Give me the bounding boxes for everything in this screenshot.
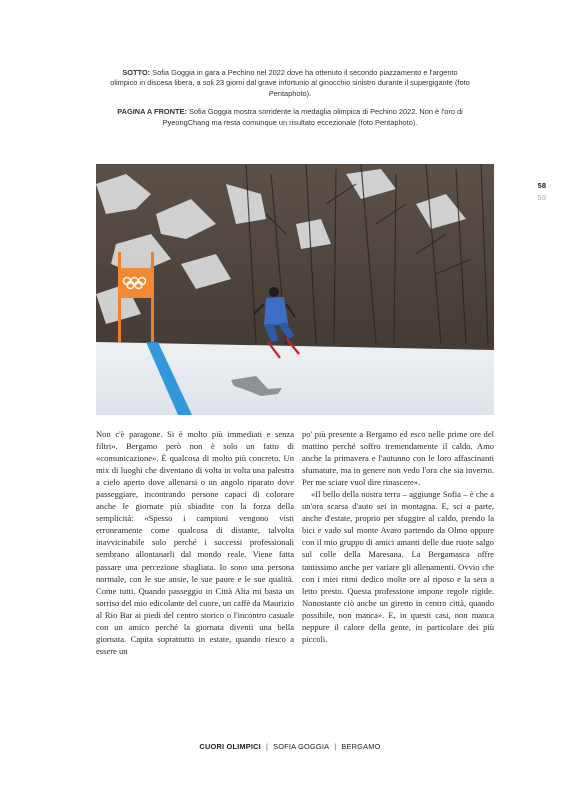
page-footer bbox=[0, 742, 580, 751]
article-paragraph: Non c'è paragone. Si è molto più immediati e senza filtri». Bergamo però non è solo un fatto di «comunicazione». È qualcosa di molto più concreto. Un mix di luoghi che diventano di volta in volta una palestra a cielo aperto dove allenarsi o un angolo riparato dove passeggiare, incontrando persone capaci di colorare anche le giornate più sbiadite con la forza della semplicità: «Spesso i campioni vengono visti erroneamente come qualcosa di distante, talvolta inavvicinabile solo perché i successi professionali sembrano allontanarli dal mondo reale. Viene fatta passare una percezione sbagliata. Io sono una persona normale, con le sue ansie, le sue paure e le sue qualità. Come tutti. Quando passeggio in Città Alta mi basta un sorriso del mio edicolante del cuore, un caffè da Maurizio al Rio Bar ai piedi del centro storico o l'incontro casuale con un amico perché la giornata diventi una bella giornata. Capita soprattutto in estate, quando riesco a essere un bbox=[96, 429, 294, 656]
ski-racer-photo bbox=[96, 164, 494, 415]
page-number-current: 58 bbox=[537, 181, 546, 190]
footer-section: CUORI OLIMPICI bbox=[199, 742, 261, 751]
footer-separator: | bbox=[265, 742, 269, 751]
caption-facing-page bbox=[110, 107, 470, 128]
caption-text: Sofia Goggia mostra sorridente la medaglia olimpica di Pechino 2022. Non è l'oro di PyeongChang ma resta comunque un risultato eccezionale (foto Pentaphoto). bbox=[162, 107, 463, 127]
page-number-facing: 59 bbox=[537, 193, 546, 202]
article-paragraph: po' più presente a Bergamo ed esco nelle prime ore del mattino perché soffro tremendamente il caldo. Amo anche la primavera e l'autunno con le loro affascinanti sfumature, ma in genere non vedo l'ora che sia inverno. Per me sciare vuol dire rinascere». bbox=[302, 429, 494, 488]
caption-label: PAGINA A FRONTE: bbox=[117, 107, 187, 117]
article-paragraph: «Il bello della nostra terra – aggiunge Sofia – è che a un'ora scarsa d'auto sei in montagna. E, sci a parte, anche d'estate, proprio per sfuggire al caldo, prendo la bici e vado sul monte Avaro partendo da Olmo oppure con il mio gruppo di amici amanti delle due ruote salgo sul colle della Maresana. La Bergamasca offre tantissimo anche per variare gli allenamenti. Ovvio che con i miei ritmi dedico molte ore al riposo e la sera a letto presto. Questa professione impone regole rigide. Nonostante ciò anche un giretto in centro città, quando possibile, non manca». E, in questi casi, non manca neppure il calore della gente, in particolare dei più piccoli. bbox=[302, 489, 494, 644]
article-column-right bbox=[302, 428, 494, 645]
footer-subject: SOFIA GOGGIA bbox=[273, 742, 330, 751]
caption-below bbox=[110, 68, 470, 99]
photo-captions bbox=[110, 68, 470, 136]
caption-text: Sofia Goggia in gara a Pechino nel 2022 dove ha ottenuto il secondo piazzamento e l'argento olimpico in discesa libera, a soli 23 giorni dal grave infortunio al ginocchio sinistro durante il supergigante (foto Pentaphoto). bbox=[110, 68, 470, 98]
footer-separator: | bbox=[334, 742, 337, 751]
caption-label: SOTTO: bbox=[122, 68, 151, 77]
footer-place: BERGAMO bbox=[341, 742, 381, 751]
article-column-left bbox=[96, 428, 294, 657]
